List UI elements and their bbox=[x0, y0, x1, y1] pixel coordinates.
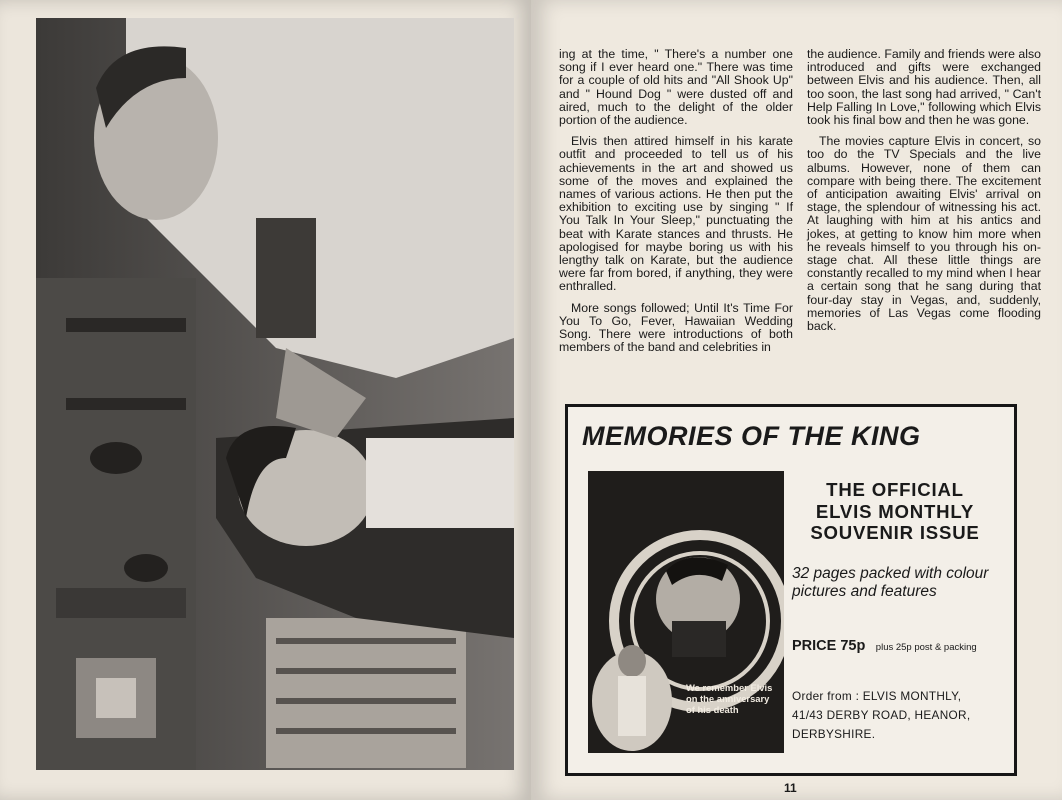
postage-note: plus 25p post & packing bbox=[875, 642, 977, 653]
order-line: Order from : ELVIS MONTHLY, bbox=[792, 689, 962, 703]
article-column-1 bbox=[559, 48, 793, 394]
headline-line: ELVIS MONTHLY bbox=[815, 500, 975, 522]
ad-title: MEMORIES OF THE KING bbox=[582, 421, 921, 451]
advertisement bbox=[565, 404, 1017, 776]
order-line: DERBYSHIRE. bbox=[792, 727, 876, 741]
rotated-photo bbox=[36, 18, 514, 770]
price-line bbox=[792, 637, 1012, 655]
ad-tagline: 32 pages packed with colour pictures and features bbox=[792, 565, 989, 600]
souvenir-cover-image bbox=[588, 471, 784, 753]
price: PRICE 75p bbox=[792, 638, 866, 654]
order-line: 41/43 DERBY ROAD, HEANOR, bbox=[792, 708, 971, 722]
order-address bbox=[792, 687, 1012, 744]
article-paragraph: More songs followed; Until It's Time For You To Go, Fever, Hawaiian Wedding Song. There were introductions of both members of the band and celebrities in bbox=[559, 300, 793, 355]
article-paragraph: ing at the time, " There's a number one song if I ever heard one." There was time for a couple of old hits and "All Shook Up" and " Hound Dog " were dusted off and aired, much to the delight of the older portion of the audience. bbox=[559, 47, 793, 128]
article-column-2 bbox=[807, 48, 1041, 394]
headline-line: SOUVENIR ISSUE bbox=[810, 522, 980, 543]
ad-headline bbox=[790, 479, 1000, 544]
right-page bbox=[531, 0, 1062, 800]
article-paragraph: Elvis then attired himself in his karate outfit and proceeded to tell us of his achievements in the art and showed us some of the moves and explained the names of various actions. He then put the exhibition to exciting use by singing " If You Talk In Your Sleep," punctuating the beat with Karate stances and thrusts. He apologised for maybe boring us with his lengthy talk on Karate, but the audience were far from bored, if anything, they were enthralled. bbox=[559, 134, 793, 294]
cover-caption: We remember Elvis on the anniversary of his death bbox=[686, 682, 773, 715]
article-paragraph: The movies capture Elvis in concert, so too do the TV Specials and the live albums. However, none of them can compare with being there. The excitement of anticipation awaiting Elvis' arrival on stage, the splendour of witnessing his act. At laughing with him at his antics and jokes, at getting to know him more when he reveals himself to you through his on-stage chat. All these little things are constantly recalled to my mind when I hear a certain song that he sang during that four-day stay in Vegas, and, suddenly, memories of Las Vegas come flooding back. bbox=[807, 134, 1041, 334]
page-number: 11 bbox=[784, 781, 797, 795]
headline-line: THE OFFICIAL bbox=[826, 479, 964, 500]
article-columns bbox=[559, 48, 1041, 394]
article-paragraph: the audience. Family and friends were also introduced and gifts were exchanged between Elvis and his audience. Then, all too soon, the last song had arrived, " Can't Help Falling In Love," following which Elvis took his final bow and then he was gone. bbox=[807, 47, 1041, 128]
